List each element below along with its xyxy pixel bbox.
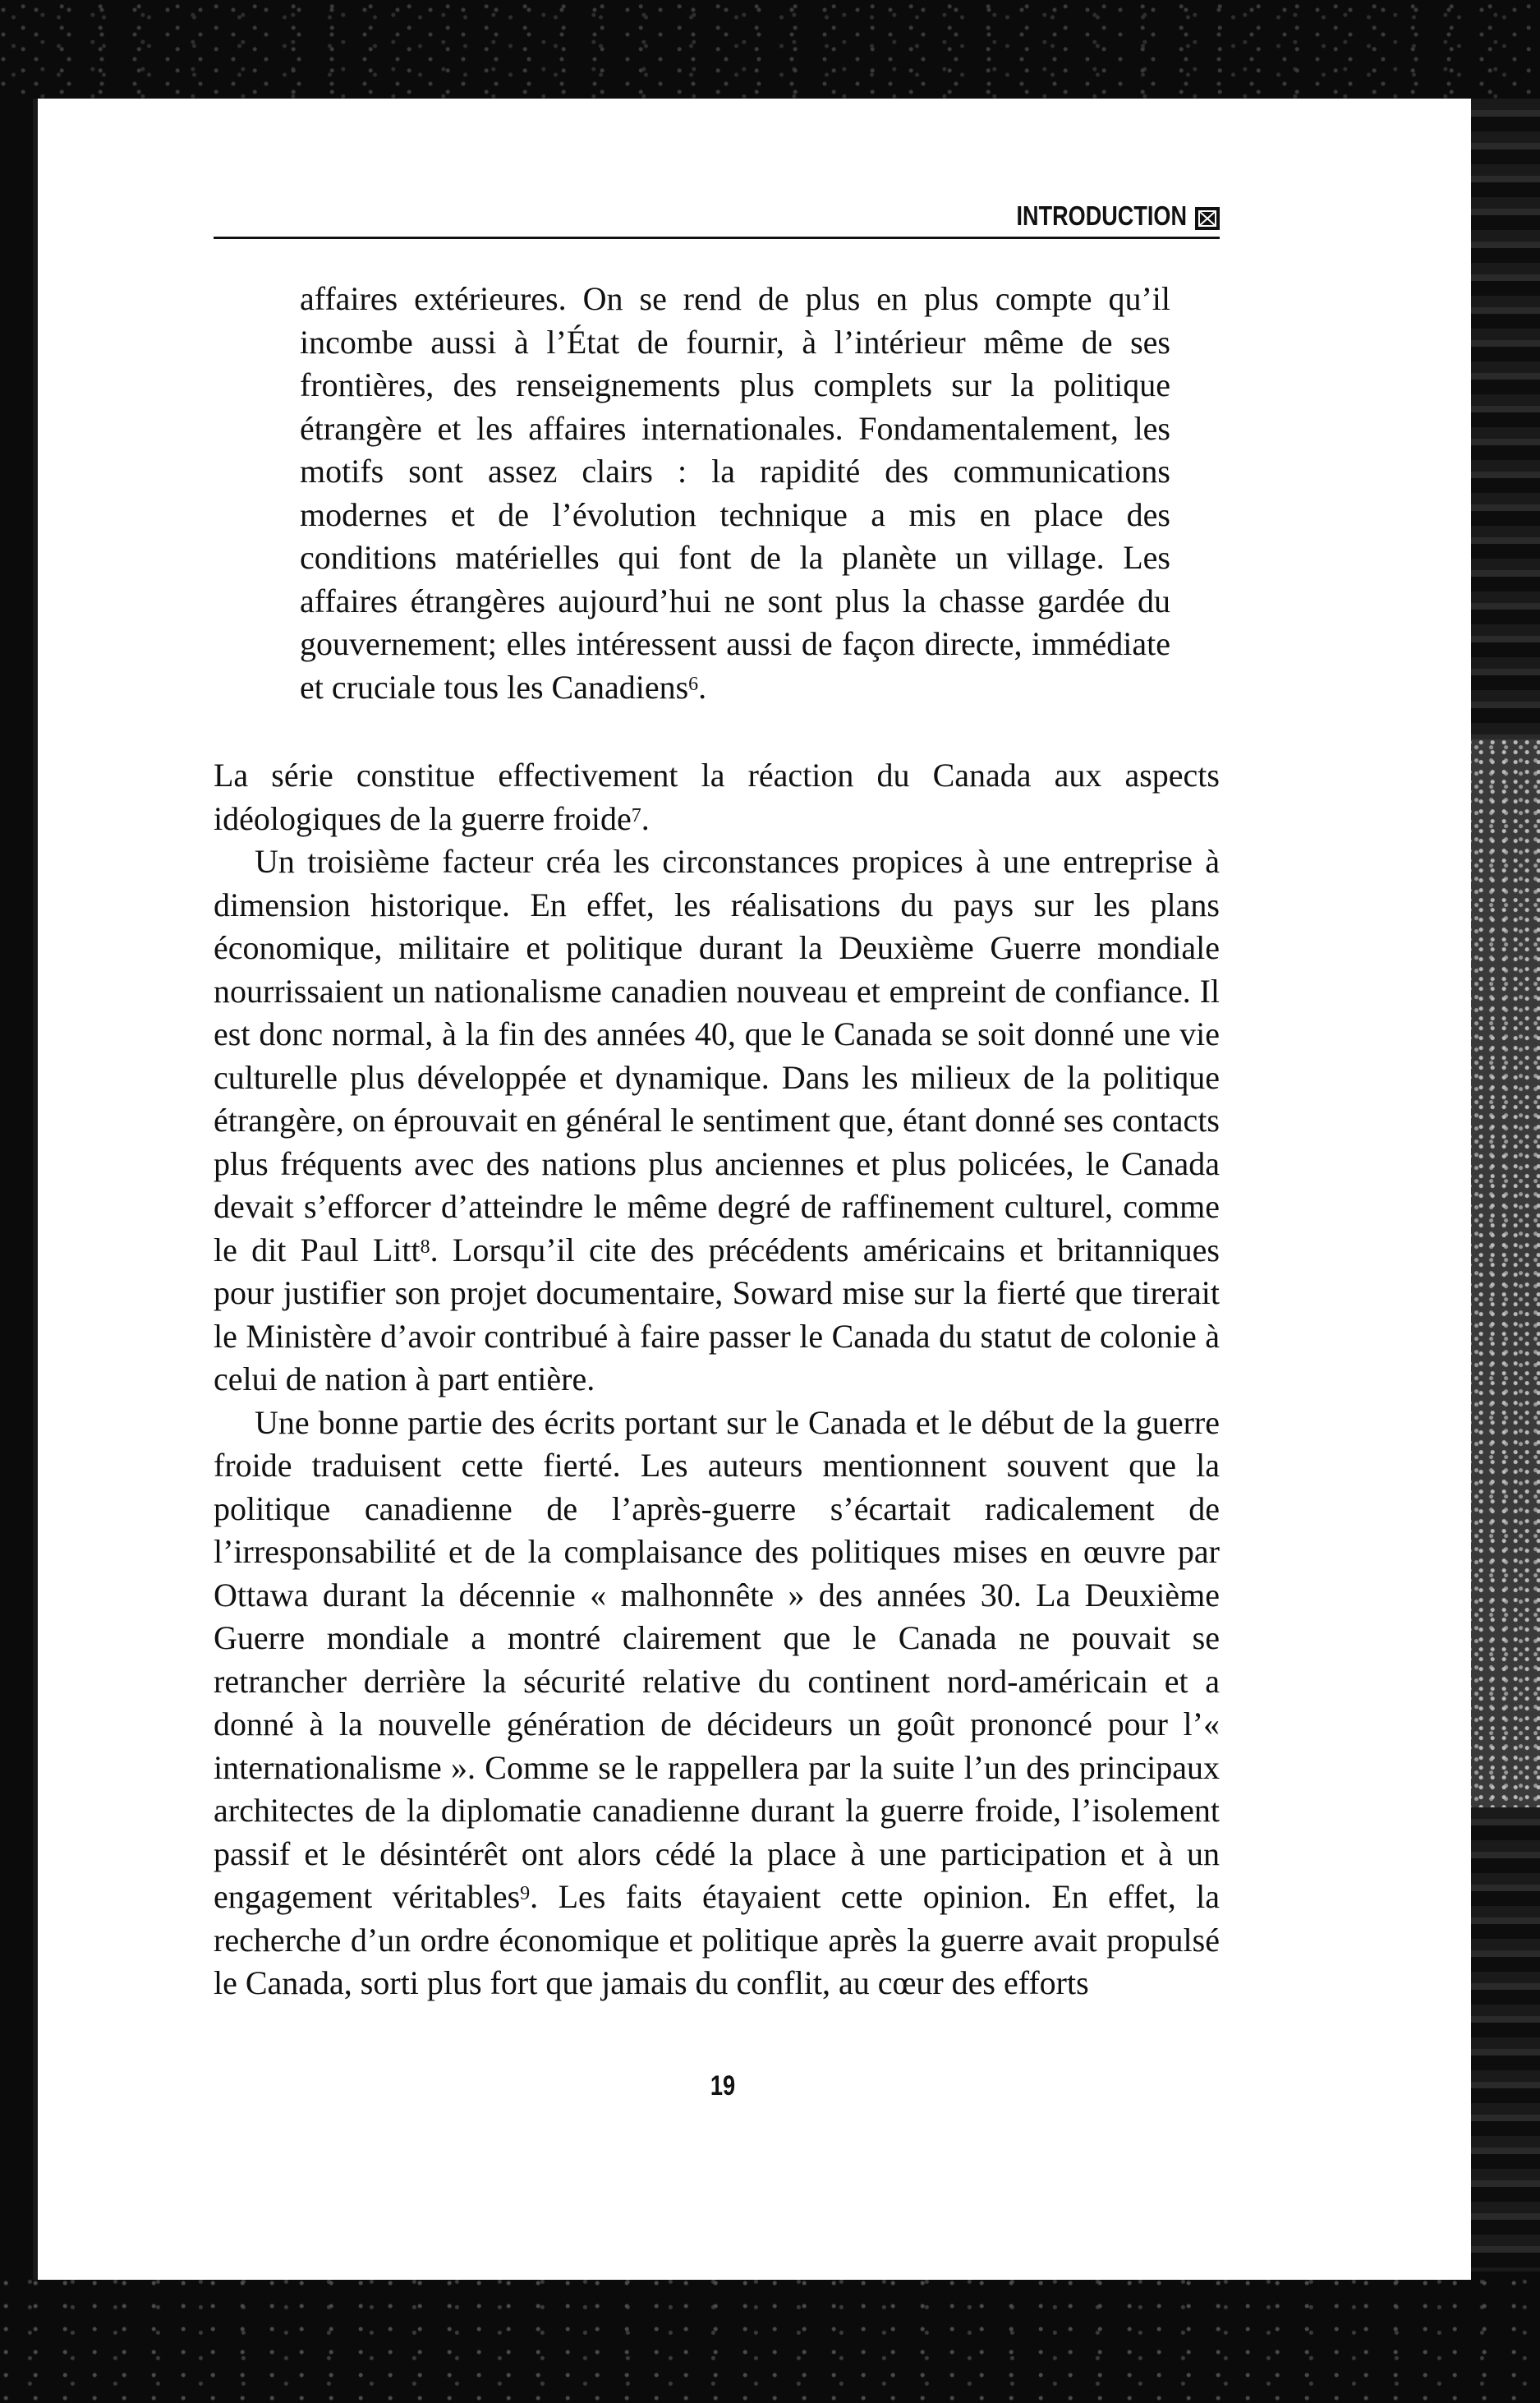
square-ornament-icon [1195,207,1220,230]
body-text [214,754,1220,2005]
footnote-ref-9[interactable]: 9 [520,1883,531,1904]
quote-text: affaires extérieures. On se rend de plus en plus compte qu’il incombe aussi à l’État de fournir, à l’intérieur même de ses frontières, des renseignements plus complets sur la politique étrangère et les affaires internationales. Fondamentalement, les motifs sont assez clairs : la rapidité des communications modernes et de l’évolution technique a mis en place des conditions matérielles qui font de la planète un village. Les affaires étrangères aujourd’hui ne sont plus la chasse gardée du gouvernement; elles intéressent aussi de façon directe, immédiate et cruciale tous les Canadiens [300,280,1170,706]
running-head [214,191,1220,239]
footnote-ref-7[interactable]: 7 [631,804,641,826]
running-head-title: INTRODUCTION [1016,200,1187,231]
paragraph-2-text: Un troisième facteur créa les circonstances propices à une entreprise à dimension historique. En effet, les réalisations du pays sur les plans économique, militaire et politique durant la Deuxième Guerre mondiale nourrissaient un nationalisme canadien nouveau et empreint de confiance. Il est donc normal, à la fin des années 40, que le Canada se soit donné une vie culturelle plus développée et dynamique. Dans les milieux de la politique étrangère, on éprouvait en général le sentiment que, étant donné ses contacts plus fréquents avec des nations plus anciennes et plus policées, le Canada devait s’efforcer d’atteindre le même degré de raffinement culturel, comme le dit Paul Litt [214,843,1220,1268]
paragraph-1-text-end: . [641,799,650,837]
quote-text-end: . [698,668,707,706]
page-number: 19 [710,2070,736,2101]
block-quote [300,278,1170,709]
paragraph-1-text: La série constitue effectivement la réaction du Canada aux aspects idéologiques de la guerre froide [214,757,1220,837]
paragraph-2-text-end: . Lorsqu’il cite des précédents américains et britanniques pour justifier son projet documentaire, Soward mise sur la fierté que tirerait le Ministère d’avoir contribué à faire passer le Canada du statut de colonie à celui de nation à part entière. [214,1231,1221,1397]
scan-border-bottom [0,2272,1540,2403]
paragraph-3-text-end: . Les faits étayaient cette opinion. En effet, la recherche d’un ordre économique et politique après la guerre avait propulsé le Canada, sorti plus fort que jamais du conflit, au cœur des efforts [214,1878,1221,2001]
scan-border-top [0,0,1540,99]
footnote-ref-6[interactable]: 6 [688,673,699,695]
footnote-ref-8[interactable]: 8 [420,1236,430,1258]
paragraph-2 [214,840,1220,1402]
scan-torn-edge [1466,739,1540,1807]
scan-border-right [1466,99,1540,2280]
paragraph-1 [214,754,1220,840]
paragraph-3 [214,1402,1220,2005]
paragraph-3-text: Une bonne partie des écrits portant sur le Canada et le début de la guerre froide traduisent cette fierté. Les auteurs mentionnent souvent que la politique canadienne de l’après-guerre s’écartait radicalement de l’irresponsabilité et de la complaisance des politiques mises en œuvre par Ottawa durant la décennie « malhonnête » des années 30. La Deuxième Guerre mondiale a montré clairement que le Canada ne pouvait se retrancher derrière la sécurité relative du continent nord-américain et a donné à la nouvelle génération de décideurs un goût prononcé pour l’« internationalisme ». Comme se le rappellera par la suite l’un des principaux architectes de la diplomatie canadienne durant la guerre froide, l’isolement passif et le désintérêt ont alors cédé la place à une participation et à un engagement véritables [214,1403,1220,1915]
quote-paragraph [300,278,1170,709]
